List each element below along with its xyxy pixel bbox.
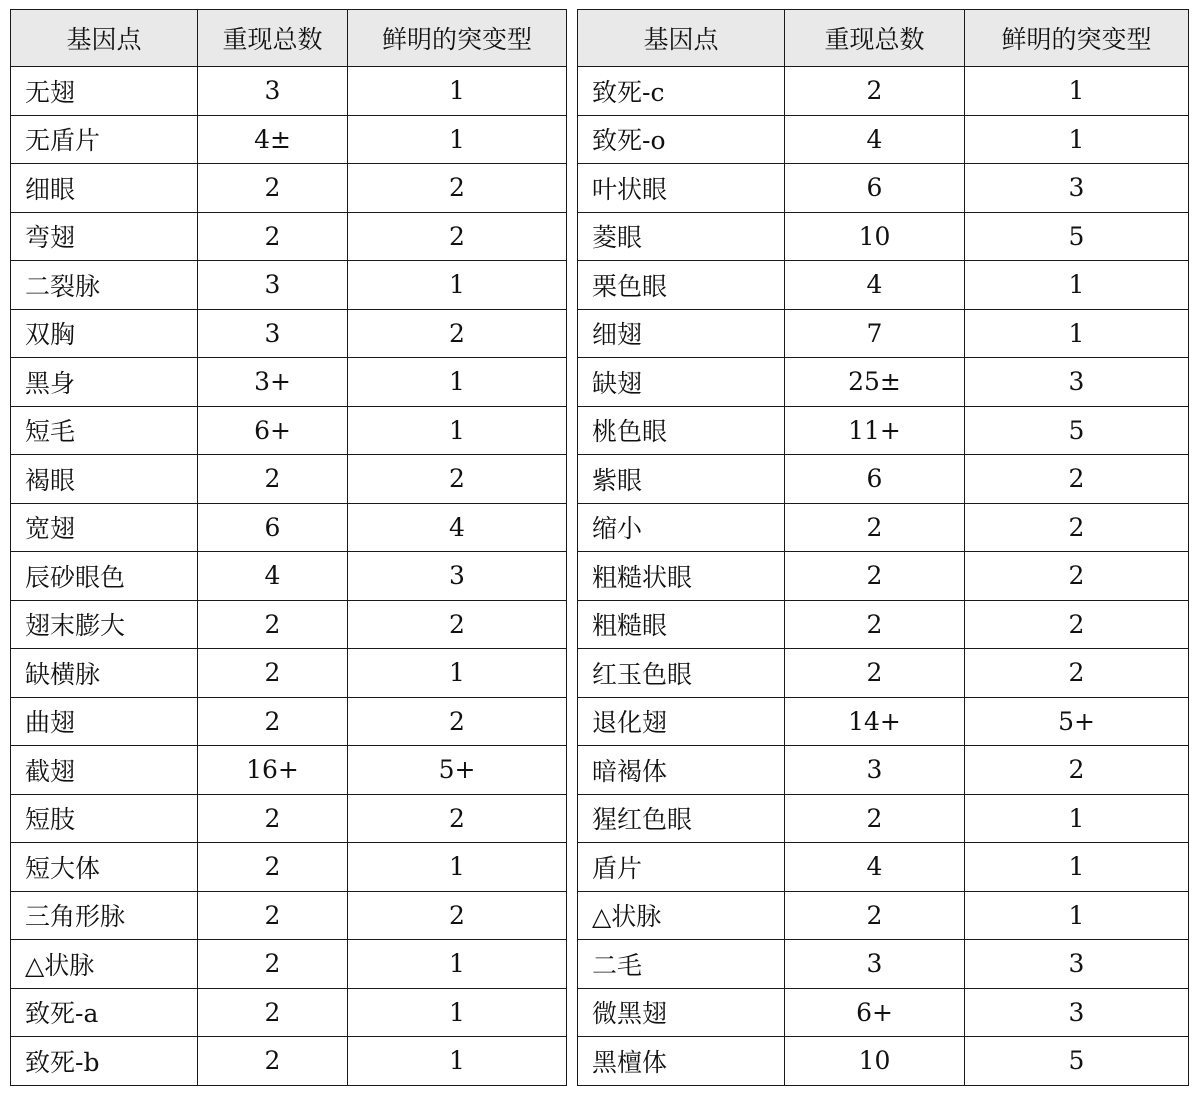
gene-name-cell: 猩红色眼 [578, 794, 785, 843]
table-row [11, 697, 567, 746]
table-row [578, 746, 1189, 795]
total-count-cell: 6 [785, 164, 965, 213]
table-row [578, 649, 1189, 698]
gene-name-cell: 黑檀体 [578, 1037, 785, 1086]
mutant-count-cell: 5 [965, 406, 1189, 455]
table-row [11, 503, 567, 552]
mutant-count-cell: 1 [348, 1037, 567, 1086]
header-gene-point: 基因点 [578, 10, 785, 67]
table-row [11, 164, 567, 213]
gene-name-cell: 曲翅 [11, 697, 198, 746]
mutant-count-cell: 1 [348, 988, 567, 1037]
total-count-cell: 3 [198, 67, 348, 116]
gene-name-cell: 致死-c [578, 67, 785, 116]
gene-name-cell: 叶状眼 [578, 164, 785, 213]
gene-name-cell: 致死-a [11, 988, 198, 1037]
table-row [578, 988, 1189, 1037]
total-count-cell: 2 [198, 164, 348, 213]
gene-name-cell: 菱眼 [578, 212, 785, 261]
mutant-count-cell: 1 [348, 261, 567, 310]
total-count-cell: 4 [785, 115, 965, 164]
total-count-cell: 2 [198, 891, 348, 940]
mutant-count-cell: 1 [348, 358, 567, 407]
table-header [578, 10, 1189, 67]
gene-name-cell: 退化翅 [578, 697, 785, 746]
gene-name-cell: △状脉 [11, 940, 198, 989]
gene-name-cell: 弯翅 [11, 212, 198, 261]
gene-name-cell: 紫眼 [578, 455, 785, 504]
mutant-count-cell: 1 [965, 67, 1189, 116]
table-row [578, 455, 1189, 504]
table-row [578, 115, 1189, 164]
gene-name-cell: 桃色眼 [578, 406, 785, 455]
table-row [578, 794, 1189, 843]
gene-name-cell: 栗色眼 [578, 261, 785, 310]
gene-name-cell: 粗糙眼 [578, 600, 785, 649]
total-count-cell: 25± [785, 358, 965, 407]
gene-name-cell: 无盾片 [11, 115, 198, 164]
gene-name-cell: 短毛 [11, 406, 198, 455]
gene-name-cell: 缺翅 [578, 358, 785, 407]
mutant-count-cell: 5+ [348, 746, 567, 795]
gene-name-cell: 褐眼 [11, 455, 198, 504]
gene-name-cell: 细翅 [578, 309, 785, 358]
mutant-count-cell: 2 [348, 891, 567, 940]
gene-name-cell: 黑身 [11, 358, 198, 407]
total-count-cell: 11+ [785, 406, 965, 455]
header-total-reappearances: 重现总数 [198, 10, 348, 67]
total-count-cell: 2 [785, 600, 965, 649]
total-count-cell: 4 [198, 552, 348, 601]
total-count-cell: 2 [198, 649, 348, 698]
table-row [11, 843, 567, 892]
mutant-count-cell: 1 [348, 406, 567, 455]
table-row [578, 940, 1189, 989]
table-row [578, 697, 1189, 746]
gene-name-cell: 宽翅 [11, 503, 198, 552]
mutant-count-cell: 2 [348, 697, 567, 746]
table-row [11, 891, 567, 940]
total-count-cell: 3 [198, 309, 348, 358]
table-row [578, 212, 1189, 261]
table-row [11, 794, 567, 843]
total-count-cell: 2 [785, 503, 965, 552]
gene-name-cell: 微黑翅 [578, 988, 785, 1037]
total-count-cell: 2 [198, 794, 348, 843]
table-row [578, 261, 1189, 310]
mutant-count-cell: 4 [348, 503, 567, 552]
table-row [11, 309, 567, 358]
gene-name-cell: 二裂脉 [11, 261, 198, 310]
header-distinct-mutants: 鲜明的突变型 [348, 10, 567, 67]
mutant-count-cell: 2 [965, 746, 1189, 795]
mutant-count-cell: 2 [348, 212, 567, 261]
total-count-cell: 10 [785, 1037, 965, 1086]
total-count-cell: 3 [198, 261, 348, 310]
total-count-cell: 2 [198, 212, 348, 261]
total-count-cell: 4 [785, 261, 965, 310]
gene-name-cell: 辰砂眼色 [11, 552, 198, 601]
table-row [11, 406, 567, 455]
table-row [11, 67, 567, 116]
gene-name-cell: 缩小 [578, 503, 785, 552]
gene-name-cell: 三角形脉 [11, 891, 198, 940]
table-row [578, 503, 1189, 552]
table-row [11, 212, 567, 261]
gene-name-cell: 细眼 [11, 164, 198, 213]
table-row [578, 600, 1189, 649]
total-count-cell: 6 [198, 503, 348, 552]
gene-name-cell: △状脉 [578, 891, 785, 940]
header-row [11, 10, 567, 67]
total-count-cell: 2 [198, 697, 348, 746]
mutant-count-cell: 5+ [965, 697, 1189, 746]
mutant-count-cell: 2 [348, 794, 567, 843]
total-count-cell: 6+ [198, 406, 348, 455]
total-count-cell: 4 [785, 843, 965, 892]
total-count-cell: 2 [198, 940, 348, 989]
total-count-cell: 10 [785, 212, 965, 261]
table-row [578, 1037, 1189, 1086]
table-row [11, 115, 567, 164]
table-row [578, 67, 1189, 116]
table-row [11, 988, 567, 1037]
total-count-cell: 2 [198, 843, 348, 892]
header-row [578, 10, 1189, 67]
gene-name-cell: 致死-o [578, 115, 785, 164]
mutant-count-cell: 2 [965, 455, 1189, 504]
total-count-cell: 2 [198, 1037, 348, 1086]
total-count-cell: 2 [785, 794, 965, 843]
mutant-count-cell: 1 [965, 794, 1189, 843]
table-row [11, 552, 567, 601]
table-row [11, 746, 567, 795]
gene-name-cell: 致死-b [11, 1037, 198, 1086]
total-count-cell: 3 [785, 940, 965, 989]
total-count-cell: 2 [198, 988, 348, 1037]
table-row [578, 164, 1189, 213]
total-count-cell: 14+ [785, 697, 965, 746]
mutant-count-cell: 3 [965, 164, 1189, 213]
header-total-reappearances: 重现总数 [785, 10, 965, 67]
mutant-count-cell: 2 [348, 600, 567, 649]
total-count-cell: 2 [198, 600, 348, 649]
table-row [11, 261, 567, 310]
total-count-cell: 4± [198, 115, 348, 164]
mutant-count-cell: 1 [965, 891, 1189, 940]
table-row [578, 843, 1189, 892]
mutant-count-cell: 1 [965, 309, 1189, 358]
table-row [578, 891, 1189, 940]
mutant-count-cell: 1 [348, 67, 567, 116]
table-row [11, 940, 567, 989]
mutant-count-cell: 3 [965, 940, 1189, 989]
total-count-cell: 2 [785, 649, 965, 698]
mutant-count-cell: 2 [965, 552, 1189, 601]
gene-name-cell: 双胸 [11, 309, 198, 358]
total-count-cell: 2 [785, 552, 965, 601]
gene-name-cell: 短大体 [11, 843, 198, 892]
gene-name-cell: 缺横脉 [11, 649, 198, 698]
mutant-count-cell: 1 [348, 649, 567, 698]
gene-name-cell: 二毛 [578, 940, 785, 989]
total-count-cell: 3 [785, 746, 965, 795]
total-count-cell: 16+ [198, 746, 348, 795]
mutant-count-cell: 1 [348, 940, 567, 989]
gene-table-right [577, 9, 1189, 1086]
mutant-count-cell: 1 [348, 843, 567, 892]
mutant-count-cell: 1 [348, 115, 567, 164]
total-count-cell: 6 [785, 455, 965, 504]
table-row [578, 309, 1189, 358]
mutant-count-cell: 3 [348, 552, 567, 601]
mutant-count-cell: 2 [965, 503, 1189, 552]
gene-name-cell: 截翅 [11, 746, 198, 795]
gene-name-cell: 暗褐体 [578, 746, 785, 795]
header-distinct-mutants: 鲜明的突变型 [965, 10, 1189, 67]
table-row [11, 649, 567, 698]
gene-name-cell: 无翅 [11, 67, 198, 116]
total-count-cell: 2 [785, 891, 965, 940]
mutant-count-cell: 2 [965, 600, 1189, 649]
table-body [11, 67, 567, 1086]
mutant-count-cell: 3 [965, 358, 1189, 407]
mutant-count-cell: 1 [965, 261, 1189, 310]
mutant-count-cell: 2 [965, 649, 1189, 698]
gene-name-cell: 翅末膨大 [11, 600, 198, 649]
total-count-cell: 3+ [198, 358, 348, 407]
mutant-count-cell: 5 [965, 212, 1189, 261]
gene-name-cell: 短肢 [11, 794, 198, 843]
table-row [11, 600, 567, 649]
total-count-cell: 7 [785, 309, 965, 358]
mutant-count-cell: 2 [348, 455, 567, 504]
table-header [11, 10, 567, 67]
table-row [11, 1037, 567, 1086]
gene-name-cell: 粗糙状眼 [578, 552, 785, 601]
mutant-count-cell: 1 [965, 115, 1189, 164]
gene-table-left [10, 9, 567, 1086]
total-count-cell: 2 [198, 455, 348, 504]
table-row [11, 455, 567, 504]
table-row [11, 358, 567, 407]
mutant-count-cell: 5 [965, 1037, 1189, 1086]
table-row [578, 552, 1189, 601]
table-row [578, 406, 1189, 455]
mutant-count-cell: 1 [965, 843, 1189, 892]
table-body [578, 67, 1189, 1086]
gene-name-cell: 盾片 [578, 843, 785, 892]
mutant-count-cell: 3 [965, 988, 1189, 1037]
mutant-count-cell: 2 [348, 309, 567, 358]
total-count-cell: 6+ [785, 988, 965, 1037]
gene-name-cell: 红玉色眼 [578, 649, 785, 698]
header-gene-point: 基因点 [11, 10, 198, 67]
mutant-count-cell: 2 [348, 164, 567, 213]
total-count-cell: 2 [785, 67, 965, 116]
table-row [578, 358, 1189, 407]
